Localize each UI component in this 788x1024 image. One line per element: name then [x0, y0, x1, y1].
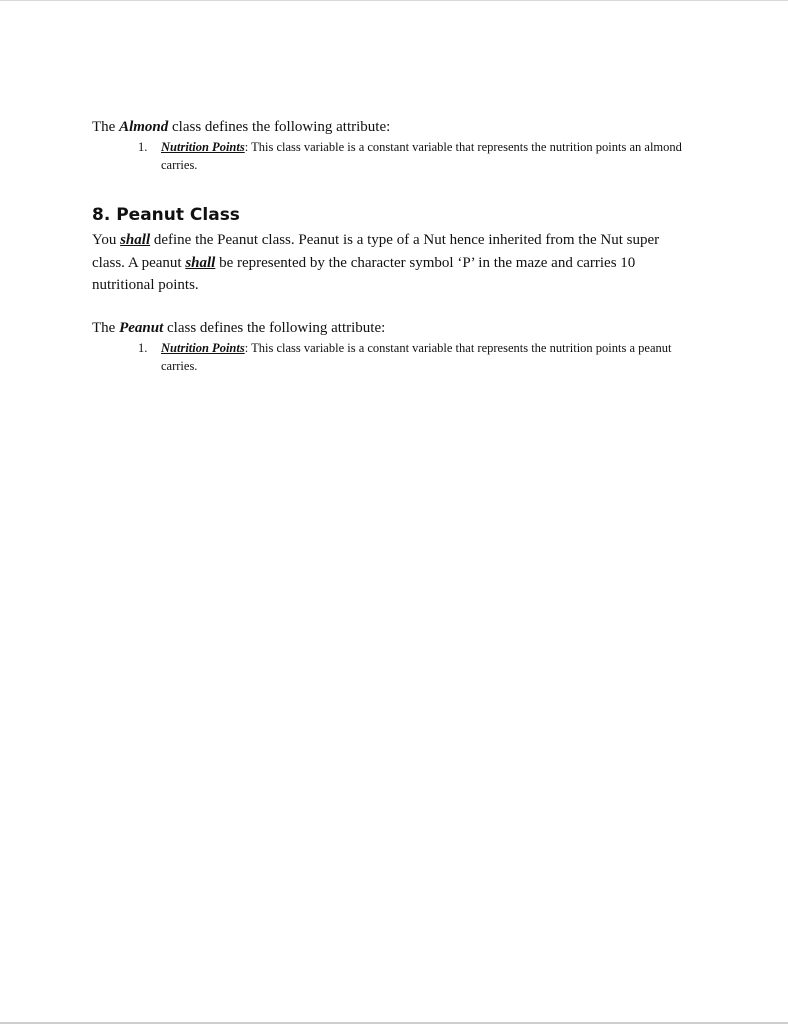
paragraph-text: define the Peanut class. Peanut is a type of a Nut hence inherited from the Nut super class. A peanut — [92, 232, 660, 271]
attribute-description: This class variable is a constant variable that represents the nutrition points a peanut carries. — [161, 341, 672, 373]
peanut-attribute-list — [92, 339, 702, 375]
almond-attributes-section — [92, 117, 702, 174]
attribute-term: Nutrition Points — [161, 341, 245, 355]
peanut-intro-prefix: The — [92, 320, 120, 336]
peanut-description-paragraph — [92, 229, 692, 297]
attribute-colon: : — [244, 341, 249, 355]
attribute-description: This class variable is a constant variable that represents the nutrition points an almond carries. — [161, 140, 682, 172]
peanut-intro-suffix: class defines the following attribute: — [163, 320, 386, 336]
almond-intro-prefix: The — [92, 119, 120, 135]
peanut-intro — [92, 318, 702, 338]
almond-attribute-list — [92, 138, 702, 174]
paragraph-text: You — [92, 232, 121, 248]
attribute-term: Nutrition Points — [161, 140, 245, 154]
list-item — [92, 339, 702, 375]
section-heading: 8. Peanut Class — [92, 205, 240, 225]
list-item-number: 1. — [138, 140, 148, 154]
paragraph-text: be represented by the character symbol ‘P’ in the maze and carries 10 nutritional points. — [92, 254, 636, 293]
almond-intro-suffix: class defines the following attribute: — [168, 119, 391, 135]
peanut-class-name: Peanut — [119, 320, 164, 336]
list-item-number: 1. — [138, 341, 148, 355]
shall-keyword: shall — [185, 254, 216, 271]
attribute-colon: : — [244, 140, 249, 154]
almond-class-name: Almond — [119, 119, 169, 135]
shall-keyword: shall — [120, 232, 151, 248]
almond-intro — [92, 117, 702, 137]
list-item — [92, 138, 702, 174]
peanut-attributes-section — [92, 318, 702, 375]
